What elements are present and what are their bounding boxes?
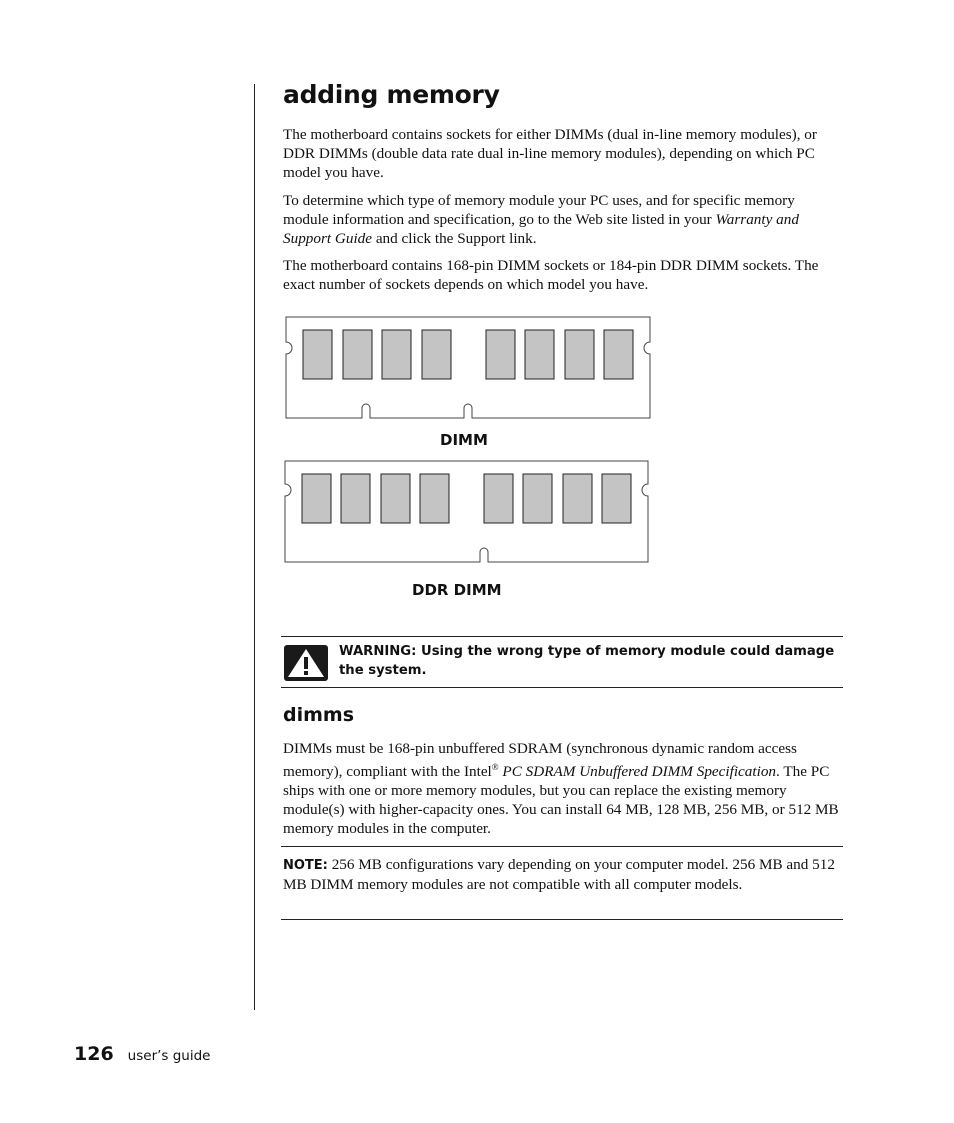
ddr-dimm-board-outline: [285, 461, 648, 562]
dimm-chip: [486, 330, 515, 379]
dimm-chip: [382, 330, 411, 379]
page-number: 126: [74, 1043, 114, 1065]
determine-text-end: and click the Support link.: [372, 230, 537, 247]
ddr-dimm-chip: [381, 474, 410, 523]
dimms-heading: dimms: [283, 704, 355, 726]
page-title: adding memory: [283, 80, 500, 109]
dimm-board-outline: [286, 317, 650, 418]
ddr-dimm-chip: [484, 474, 513, 523]
note-box: [281, 846, 843, 920]
sockets-paragraph: The motherboard contains 168-pin DIMM sockets or 184-pin DDR DIMM sockets. The exact number of sockets depends on which model you have.: [283, 257, 819, 293]
registered-mark: ®: [491, 762, 499, 772]
dimm-chip: [422, 330, 451, 379]
dimms-text-start: DIMMs must be 168-pin unbuffered SDRAM (synchronous dynamic random access memory), compliant with the Intel: [283, 740, 797, 781]
dimms-paragraph: [283, 739, 839, 838]
margin-rule: [254, 84, 255, 1010]
warning-text: WARNING: Using the wrong type of memory module could damage the system.: [339, 644, 835, 678]
note-body: 256 MB configurations vary depending on your computer model. 256 MB and 512 MB DIMM memory modules are not compatible with all computer models.: [283, 856, 835, 893]
ddr-dimm-label: DDR DIMM: [412, 581, 502, 599]
warning-triangle-icon: [284, 645, 328, 681]
spec-title: PC SDRAM Unbuffered DIMM Specification: [498, 763, 777, 781]
ddr-dimm-chip: [341, 474, 370, 523]
note-text: [283, 855, 841, 894]
ddr-dimm-chip: [420, 474, 449, 523]
ddr-dimm-chip: [302, 474, 331, 523]
ddr-dimm-chip: [602, 474, 631, 523]
guide-name: user’s guide: [127, 1048, 211, 1064]
dimm-chip: [604, 330, 633, 379]
warranty-guide-title: Warranty and Support Guide: [283, 211, 799, 247]
note-label: NOTE:: [283, 858, 328, 873]
ddr-dimm-chip: [523, 474, 552, 523]
determine-paragraph: [283, 191, 839, 248]
dimm-chip: [565, 330, 594, 379]
dimms-text-end: . The PC ships with one or more memory modules, but you can replace the existing memory module(s) with higher-capacity ones. You can install 64 MB, 128 MB, 256 MB, or 512 MB memory modules in the computer.: [283, 763, 839, 838]
ddr-dimm-chip: [563, 474, 592, 523]
page-footer: [74, 1043, 211, 1065]
intro-paragraph: The motherboard contains sockets for either DIMMs (dual in-line memory modules), or DDR DIMMs (double data rate dual in-line memory modules), depending on which PC model you have.: [283, 126, 817, 181]
dimm-chip: [343, 330, 372, 379]
dimm-chip: [303, 330, 332, 379]
dimm-diagram: [280, 312, 656, 424]
dimm-chip: [525, 330, 554, 379]
ddr-dimm-diagram: [280, 456, 656, 568]
warning-box: [281, 636, 843, 688]
dimm-label: DIMM: [440, 431, 488, 449]
determine-text-start: To determine which type of memory module your PC uses, and for specific memory module information and specification, go to the Web site listed in your: [283, 192, 795, 228]
